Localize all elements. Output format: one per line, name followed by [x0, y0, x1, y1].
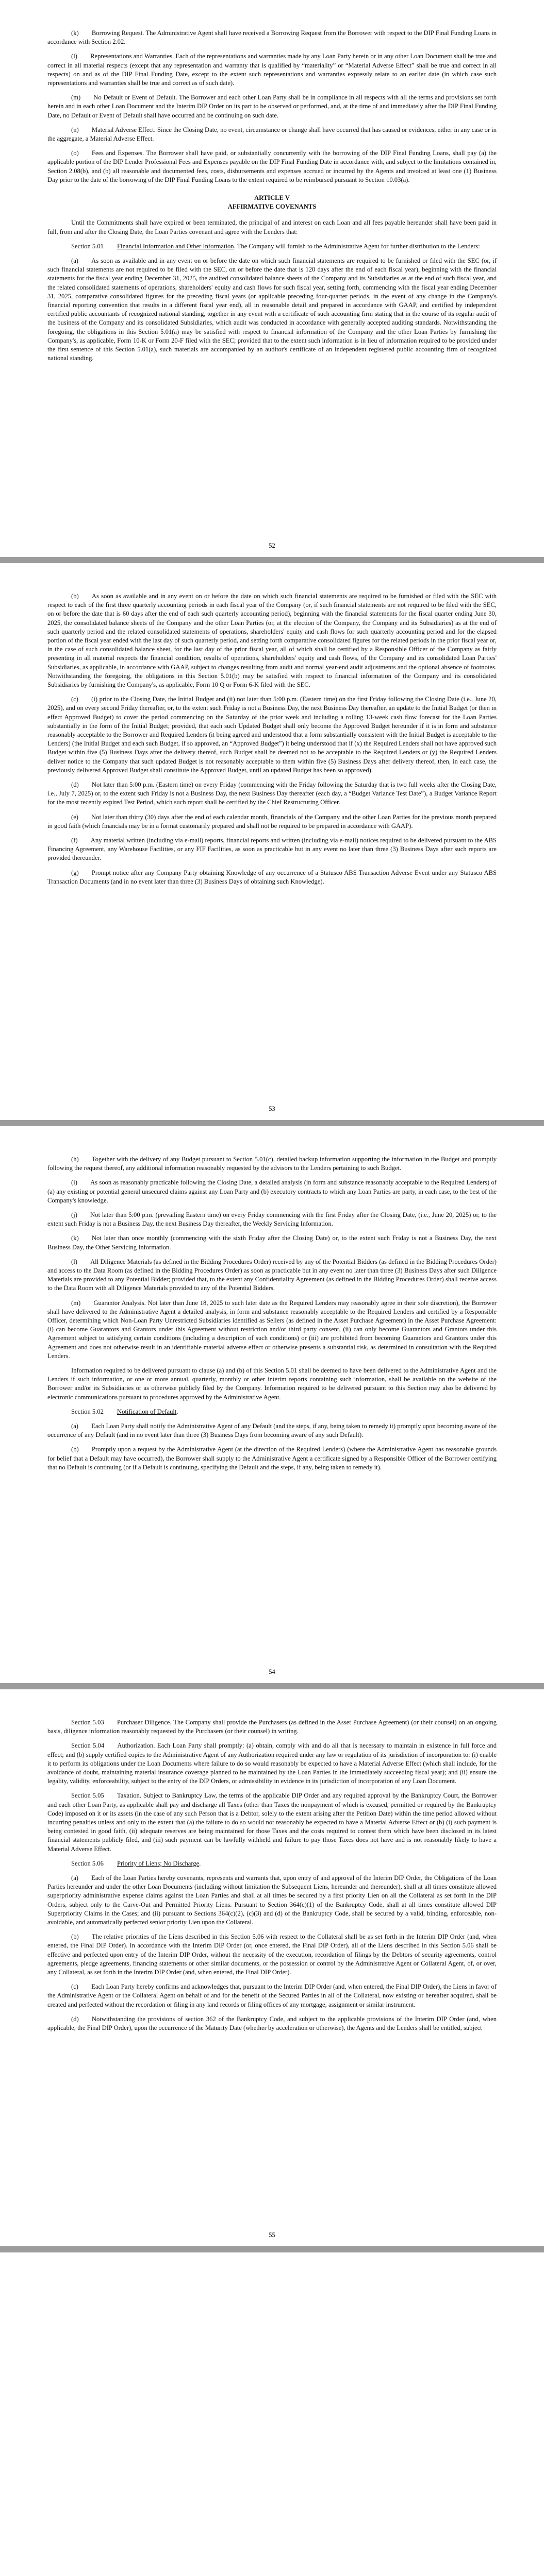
page-number: 52: [269, 542, 275, 549]
section-5-06-heading: [47, 1859, 497, 1868]
para-h-backup-information: (h) Together with the delivery of any Budget pursuant to Section 5.01(c), detailed backup information supporting the information in the Budget and promptly following the request thereof, any additional information reasonably requested by the advisors to the Lenders pertaining to such Budget.: [47, 1156, 497, 1172]
page-54-body: [47, 1155, 497, 1472]
section-5-01-heading: [47, 242, 497, 251]
document-page-52: [0, 0, 544, 557]
section-title: Financial Information and Other Information: [117, 242, 234, 250]
para-n-material-adverse-effect: (n) Material Adverse Effect. Since the Closing Date, no event, circumstance or change shall have occurred that has caused or evidences, either in any case or in the aggregate, a Material Adverse Effect.: [47, 126, 497, 143]
section-5-03-purchaser-diligence: Section 5.03 Purchaser Diligence. The Company shall provide the Purchasers (as defined in the Asset Purchase Agreement) (or their counsel) on an ongoing basis, diligence information reasonably requested by the Purchasers (or their counsel) in writing.: [47, 1719, 497, 1735]
para-c-budget: (c) (i) prior to the Closing Date, the Initial Budget and (ii) not later than 5:00 p.m. (Eastern time) on the first Friday following the Closing Date (i.e., June 20, 2025), and on every second Friday thereafter, or, to the extent such Friday is not a Business Day, the next Business Day thereafter, an update to the Initial Budget (or then in effect Approved Budget) to cover the period commencing on the Saturday of the prior week and including a rolling 13-week cash flow forecast for the Loan Parties substantially in the form of the Initial Budget; provided, that each such Updated Budget shall only become the Approved Budget hereunder if it is in form and substance reasonably acceptable to the Borrower and Required Lenders (it being agreed and understood that a form substantially consistent with the Initial Budget is acceptable to the Lenders) (the Initial Budget and each such Budget, if so approved, an “Approved Budget”) it being understood that if (x) the Required Lenders shall not have approved such Budget within five (5) Business Days after the delivery thereof, such Budget shall be deemed not to be acceptable to the Required Lenders or (y) the Required Lenders deliver notice to the Company that such updated Budget is not reasonably acceptable to them within five (5) Business Days after delivery thereof, then, in each case, the previously delivered Approved Budget shall constitute the Approved Budget, until an updated Budget has been so approved).: [47, 696, 497, 774]
document-page-53: [0, 563, 544, 1120]
para-5-06-b-relative-priorities: (b) The relative priorities of the Liens described in this Section 5.06 with respect to the Collateral shall be as set forth in the Interim DIP Order (and, when entered, the Final DIP Order). In accordance with the Interim DIP Order (or, once entered, the Final DIP Order), all of the Liens described in this Section 5.06 shall be effective and perfected upon entry of the Interim DIP Order, without the necessity of the execution, recordation of filings by the Debtors of security agreements, control agreements, pledge agreements, financing statements or other similar documents, or the possession or control by the Administrative Agent or Collateral Agent, of, or over, any Collateral, as set forth in the Interim DIP Order (and, when entered, the Final DIP Order).: [47, 1933, 497, 1976]
para-5-02-a-notify-default: (a) Each Loan Party shall notify the Administrative Agent of any Default (and the steps, if any, being taken to remedy it) promptly upon becoming aware of the occurrence of any Default (and in no event later than three (3) Business Days from becoming aware of any such Default).: [47, 1422, 497, 1439]
para-j-weekly-servicing: (j) Not later than 5:00 p.m. (prevailing Eastern time) on every Friday commencing with the first Friday after the Closing Date, (i.e., June 20, 2025) or, to the extent such Friday is not a Business Day, the next Business Day thereafter, the Weekly Servicing Information.: [47, 1211, 497, 1228]
page-number: 54: [269, 1668, 275, 1675]
page-number: 53: [269, 1105, 275, 1112]
section-number: Section 5.01: [71, 242, 104, 250]
para-k-borrowing-request: (k) Borrowing Request. The Administrative Agent shall have received a Borrowing Request from the Borrower with respect to the DIP Final Funding Loans in accordance with Section 2.02.: [47, 29, 497, 46]
page-53-body: [47, 592, 497, 886]
article-heading: [47, 194, 497, 211]
section-title: Priority of Liens; No Discharge: [117, 1859, 200, 1867]
page-52-body: [47, 29, 497, 363]
para-e-monthly-financials: (e) Not later than thirty (30) days after the end of each calendar month, financials of the Company and the other Loan Parties for the previous month prepared in good faith (which financials may be in a format customarily prepared and shall not be required to be prepared in accordance with GAAP).: [47, 813, 497, 829]
section-number: Section 5.02: [71, 1408, 104, 1415]
para-5-01-a-annual-financials: (a) As soon as available and in any event on or before the date on which such financial statements are required to be furnished or filed with the SEC (or, if such financial statements are not required to be filed with the SEC, on or before the date that is 120 days after the end of each fiscal year), beginning with the financial statements for the fiscal year ending December 31, 2025, the audited consolidated balance sheets of the Company and its Subsidiaries as at the end of such fiscal year, and the related consolidated statements of operations, shareholders' equity and cash flows for such fiscal year, setting forth, commencing with the fiscal year ending December 31, 2025, comparative consolidated figures for the preceding fiscal years (or applicable preceding four-quarter periods, in the event of any change in the Company's financial reporting convention that results in a different fiscal year end), all in reasonable detail and prepared in accordance with GAAP, and certified by independent certified public accountants of recognized national standing, together in any event with a certificate of such accounting firm stating that in the course of its regular audit of the business of the Company and its consolidated Subsidiaries, which audit was conducted in accordance with generally accepted auditing standards. Notwithstanding the foregoing, the obligations in this Section 5.01(a) may be satisfied with respect to financial information of the Company and the other Loan Parties by furnishing the Company's, as applicable, Form 10-K or Form 20-F filed with the SEC; provided that to the extent such information is in lieu of information required to be provided under the first sentence of this Section 5.01(a), such materials are accompanied by an auditor's certificate of an independent registered public accounting firm of recognized national standing.: [47, 257, 497, 362]
section-5-05-taxation: Section 5.05 Taxation. Subject to Bankruptcy Law, the terms of the applicable DIP Order and any required approval by the Bankruptcy Court, the Borrower and each other Loan Party, as applicable shall pay and discharge all Taxes (other than Taxes the nonpayment of which is excused, permitted or required by the Bankruptcy Code) imposed on it or its assets (in the case of any such Person that is a Debtor, solely to the extent arising after the Petition Date) within the time period allowed without incurring penalties unless and only to the extent that (a) the failure to do so would not reasonably be expected to have a Material Adverse Effect or (b) (i) such payment is being contested in good faith, (ii) adequate reserves are being maintained for those Taxes and the costs required to contest them which have been disclosed in its latest financial statements publicly filed, and (iii) such payment can be lawfully withheld and failure to pay those Taxes does not have and is not reasonably likely to have a Material Adverse Effect.: [47, 1792, 497, 1853]
article-title: AFFIRMATIVE COVENANTS: [227, 203, 317, 211]
section-lead-in: .: [176, 1408, 178, 1415]
document-page-54: [0, 1126, 544, 1683]
para-m-guarantor-analysis: (m) Guarantor Analysis. Not later than June 18, 2025 to such later date as the Required Lenders may reasonably agree in their sole discretion), the Borrower shall have delivered to the Administrative Agent a detailed analysis, in form and substance reasonably acceptable to the Required Lenders and certified by a Responsible Officer, determining which Non-Loan Party Unrestricted Subsidiaries identified as Sellers (as defined in the Asset Purchase Agreement) in the Asset Purchase Agreement: (i) can become Guarantors and Grantors under this Agreement without restriction and/or third party consent, (ii) can only become Guarantors and Grantors under this Agreement subject to satisfying certain conditions (including a description of such conditions) or (iii) are prohibited from becoming Guarantors and Grantors under this Agreement and does not otherwise result in an identifiable material adverse effect or otherwise presents a substantial risk, as determined in consultation with the Required Lenders.: [47, 1299, 497, 1360]
para-o-fees-expenses: (o) Fees and Expenses. The Borrower shall have paid, or substantially concurrently with the borrowing of the DIP Final Funding Loans, shall pay (a) the applicable portion of the DIP Lender Professional Fees and Expenses payable on the DIP Final Funding Date in accordance with, and subject to the limitations contained in, Section 2.08(b), and (b) all reasonable and documented fees, costs, disbursements and expenses accrued or incurred by the Agents and invoiced at least one (1) Business Day prior to the date of the borrowing of the DIP Final Funding Loans to the extent required to be reimbursed pursuant to Section 10.03(a).: [47, 149, 497, 183]
para-5-06-a-priority: (a) Each of the Loan Parties hereby covenants, represents and warrants that, upon entry of and approval of the Interim DIP Order, the Obligations of the Loan Parties hereunder and under the other Loan Documents (including without limitation the Subsequent Liens, hereunder and thereunder), shall at all times constitute allowed superpriority administrative expense claims against the Loan Parties and shall at all times be secured by a first priority Lien on all the Collateral as set forth in the DIP Orders, subject only to the Carve-Out and Permitted Priority Liens. Pursuant to Section 364(c)(1) of the Bankruptcy Code, shall at all times constitute allowed DIP Superpriority Claims in the Cases; and (ii) pursuant to Sections 364(c)(2), (c)(3) and (d) of the Bankruptcy Code, shall be secured by a valid, binding, enforceable, non-avoidable, and automatically perfected senior priority Lien upon the Collateral.: [47, 1874, 497, 1926]
para-d-variance-report: (d) Not later than 5:00 p.m. (Eastern time) on every Friday (commencing with the Friday following the Saturday that is two full weeks after the Closing Date, i.e., July 7, 2025) or, to the extent such Friday is not a Business Day, the next Business Day thereafter (each day, a “Budget Variance Test Date”), a Budget Variance Report for the most recently expired Test Period, which such report shall be certified by the Chief Restructuring Officer.: [47, 781, 497, 806]
section-number: Section 5.06: [71, 1859, 104, 1867]
article-number: ARTICLE V: [254, 194, 290, 202]
section-5-04-authorization: Section 5.04 Authorization. Each Loan Party shall promptly: (a) obtain, comply with and do all that is necessary to maintain in existence in full force and effect; and (b) supply certified copies to the Administrative Agent of any Authorization required under any law or regulation of its jurisdiction of incorporation to: (i) enable it to perform its obligations under the Loan Documents where failure to do so would reasonably be expected to have a Material Adverse Effect (which shall include, for the avoidance of doubt, maintaining material insurance coverage planned to be maintained by the Loan Parties in the immediately succeeding fiscal year); and (ii) ensure the legality, validity, enforceability, subject to the entry of the DIP Orders, or admissibility in evidence in its jurisdiction of incorporation of any Loan Document.: [47, 1742, 497, 1785]
section-title: Notification of Default: [117, 1408, 177, 1415]
para-g-adverse-event-notice: (g) Prompt notice after any Company Party obtaining Knowledge of any occurrence of a Statusco ABS Transaction Adverse Event under any Statusco ABS Transaction Documents (and in no event later than three (3) Business Days of obtaining such Knowledge).: [47, 869, 497, 885]
para-5-06-c-liens-perfected: (c) Each Loan Party hereby confirms and acknowledges that, pursuant to the Interim DIP Order (and, when entered, the Final DIP Order), the Liens in favor of the Administrative Agent or the Collateral Agent on behalf of and for the benefit of the Secured Parties in all of the Collateral, now existing or hereafter acquired, shall be created and perfected without the recordation or filing in any land records or filing offices of any mortgage, assignment or similar instrument.: [47, 1983, 497, 2008]
page-number: 55: [269, 2231, 275, 2239]
para-5-02-b-certificate: (b) Promptly upon a request by the Administrative Agent (at the direction of the Required Lenders) (where the Administrative Agent has reasonable grounds for belief that a Default may have occurred), the Borrower shall supply to the Administrative Agent a certificate signed by a Responsible Officer of the Borrower certifying that no Default is continuing (or if a Default is continuing, specifying the Default and the steps, if any, being taken to remedy it).: [47, 1446, 497, 1471]
para-delivery-information: Information required to be delivered pursuant to clause (a) and (b) of this Section 5.01 shall be deemed to have been delivered to the Administrative Agent and the Lenders if such information, or one or more annual, quarterly, monthly or other interim reports containing such information, shall be available on the website of the Borrower and/or its Subsidiaries or as otherwise publicly filed by the Company. Information required to be delivered pursuant to this Section may also be delivered by electronic communications pursuant to procedures approved by the Administrative Agent.: [47, 1367, 497, 1401]
para-l-representations: (l) Representations and Warranties. Each of the representations and warranties made by any Loan Party herein or in any other Loan Document shall be true and correct in all material respects (except that any representation and warranty that is qualified by “materiality” or “Material Adverse Effect” shall be true and correct in all respects) on and as of the DIP Final Funding Date, except to the extent such representations and warranties expressly relate to an earlier date (in which case such representations and warranties shall be true and correct as of such date).: [47, 53, 497, 87]
article-intro-paragraph: Until the Commitments shall have expired or been terminated, the principal of and interest on each Loan and all fees payable hereunder shall have been paid in full, from and after the Closing Date, the Loan Parties covenant and agree with the Lenders that:: [47, 219, 497, 235]
section-lead-in: . The Company will furnish to the Administrative Agent for further distribution to the Lenders:: [234, 242, 480, 250]
para-l-diligence-materials: (l) All Diligence Materials (as defined in the Bidding Procedures Order) received by any of the Potential Bidders (as defined in the Bidding Procedures Order) and access to the Data Room (as defined in the Bidding Procedures Order) as soon as practicable but in any event no later than three (3) Business Days after such Diligence Materials are provided to any Potential Bidder; provided that, to the extent any Confidentiality Agreement (as defined in the Bidding Procedures Order) shall receive access to the Data Room with all Diligence Materials provided to any of the Potential Bidders.: [47, 1258, 497, 1292]
para-m-no-default: (m) No Default or Event of Default. The Borrower and each other Loan Party shall be in compliance in all respects with all the terms and provisions set forth herein and in each other Loan Document and the Interim DIP Order on its part to be observed or performed, and, at the time of and immediately after the DIP Final Funding Date, no Default or Event of Default shall have occurred and be continuing on such date.: [47, 94, 497, 119]
para-b-quarterly-financials: (b) As soon as available and in any event on or before the date on which such financial statements are required to be furnished or filed with the SEC with respect to each of the first three quarterly accounting periods in each fiscal year of the Company (or, if such financial statements are not required to be filed with the SEC, on or before the date that is 60 days after the end of each such quarterly accounting period), beginning with the financial statements for the fiscal quarter ending June 30, 2025, the consolidated balance sheets of the Company and the other Loan Parties (or, at the election of the Company, the Company and its Subsidiaries) as at the end of such quarterly period and the related consolidated statements of operations, shareholders' equity and cash flows for such quarterly accounting period and for the elapsed portion of the fiscal year ended with the last day of such quarterly period, and setting forth comparative consolidated figures for the related periods in the prior fiscal year or, in the case of such consolidated balance sheet, for the last day of the prior fiscal year, all of which shall be certified by a Responsible Officer of the Company as fairly presenting in all material respects the financial condition, results of operations, shareholders' equity and cash flows, of the Company and its consolidated Loan Parties' Subsidiaries, as applicable, in accordance with GAAP, subject to changes resulting from audit and normal year-end audit adjustments and the optional absence of footnotes. Notwithstanding the foregoing, the obligations in this Section 5.01(b) may be satisfied with respect to financial information of the Company and its consolidated Subsidiaries by furnishing the Company's, as applicable, Form 10 Q or Form 6-K filed with the SEC.: [47, 592, 497, 689]
section-lead-in: .: [199, 1859, 201, 1867]
document-page-55: [0, 1689, 544, 2246]
page-55-body: [47, 1718, 497, 2032]
section-5-02-heading: [47, 1408, 497, 1416]
para-i-claims-analysis: (i) As soon as reasonably practicable following the Closing Date, a detailed analysis (in form and substance reasonably acceptable to the Required Lenders) of (a) any existing or potential general unsecured claims against any Loan Party and (b) executory contracts to which any Loan Parties are party, in each case, to the best of the Company's knowledge.: [47, 1179, 497, 1204]
para-5-06-d-maturity: (d) Notwithstanding the provisions of section 362 of the Bankruptcy Code, and subject to the applicable provisions of the Interim DIP Order (and, when applicable, the Final DIP Order), upon the occurrence of the Maturity Date (whether by acceleration or otherwise), the Agents and the Lenders shall be entitled, subject: [47, 2015, 497, 2032]
para-k-other-servicing: (k) Not later than once monthly (commencing with the sixth Friday after the Closing Date) or, to the extent such Friday is not a Business Day, the next Business Day, the Other Servicing Information.: [47, 1234, 497, 1251]
para-f-reports-notices: (f) Any material written (including via e-mail) reports, financial reports and written (including via e-mail) notices required to be delivered pursuant to the ABS Financing Agreement, any Warehouse Facilities, or any FIF Facilities, as soon as practicable but in any event no later than three (3) Business Days after such reports are provided thereunder.: [47, 837, 497, 862]
document-page-56-partial: [0, 2252, 544, 2576]
